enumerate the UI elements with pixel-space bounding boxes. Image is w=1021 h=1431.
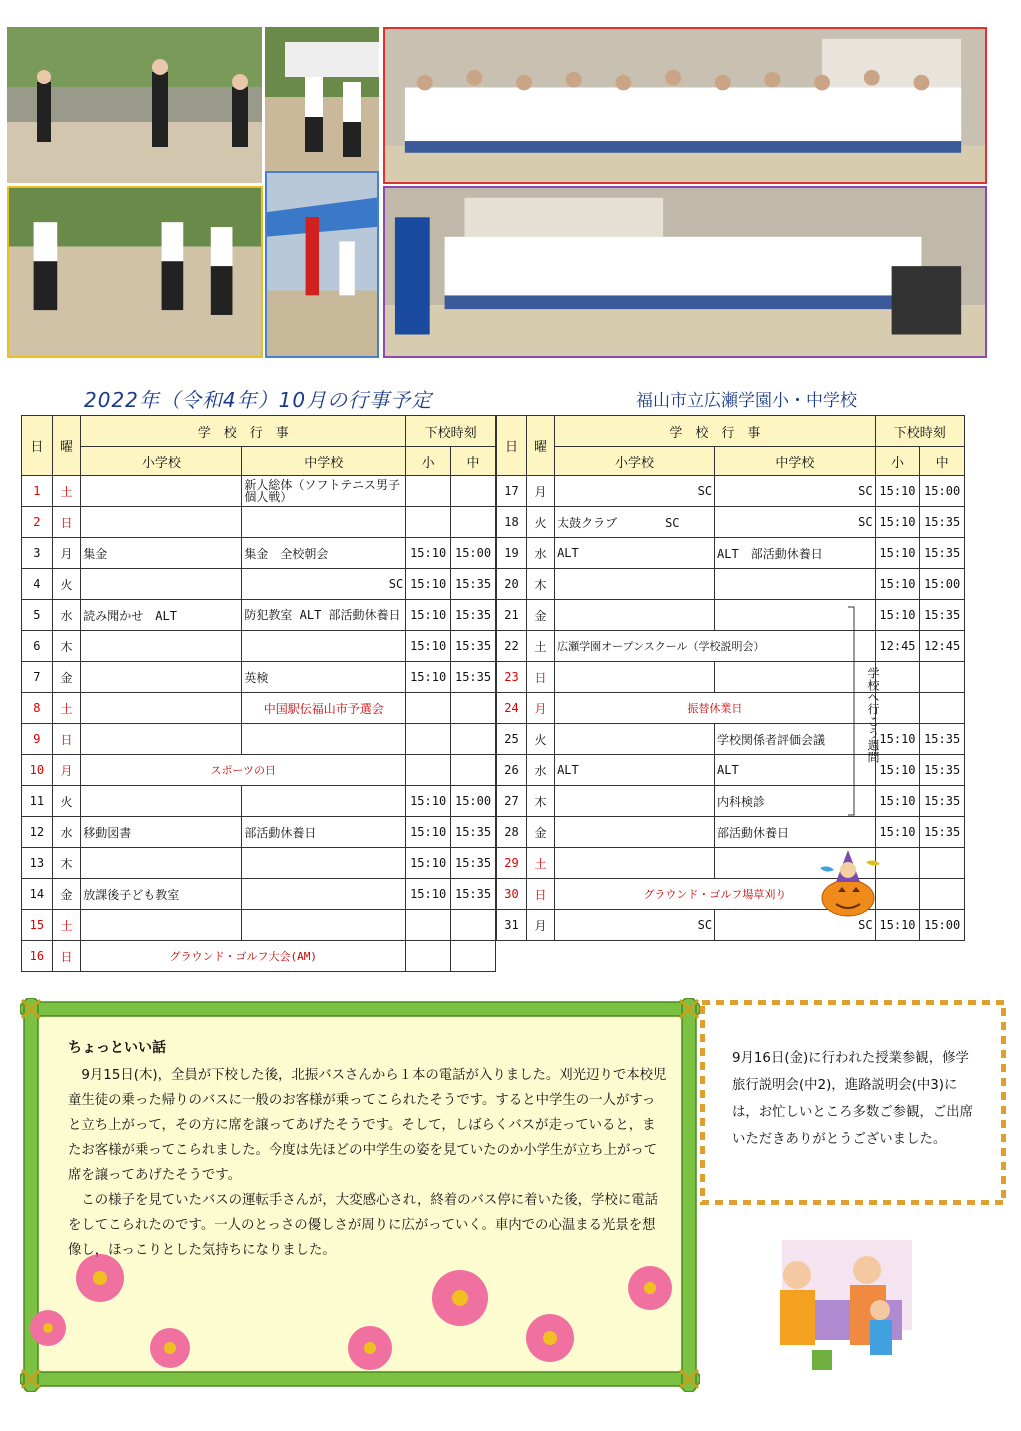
- junior-time-cell: 15:35: [920, 755, 965, 786]
- event-span-cell: グラウンド・ゴルフ場草刈り: [555, 879, 876, 910]
- junior-time-cell: 15:00: [451, 786, 496, 817]
- weekday-cell: 火: [527, 724, 555, 755]
- weekday-cell: 木: [52, 848, 81, 879]
- header-junior: 中学校: [715, 447, 876, 476]
- event-span-cell: グラウンド・ゴルフ大会(AM): [81, 941, 406, 972]
- elementary-event-cell: [81, 848, 242, 879]
- day-cell: 28: [497, 817, 527, 848]
- elementary-time-cell: 15:10: [875, 507, 920, 538]
- junior-time-cell: 15:35: [451, 848, 496, 879]
- elementary-event-cell: [81, 662, 242, 693]
- junior-event-cell: [242, 910, 406, 941]
- weekday-cell: 金: [52, 662, 81, 693]
- elementary-time-cell: [406, 724, 451, 755]
- junior-time-cell: [451, 910, 496, 941]
- header-day: 日: [22, 416, 53, 476]
- weekday-cell: 金: [52, 879, 81, 910]
- junior-time-cell: 15:35: [920, 538, 965, 569]
- race-photo: [265, 27, 379, 183]
- elementary-time-cell: 15:10: [406, 817, 451, 848]
- day-cell: 11: [22, 786, 53, 817]
- junior-event-cell: 集金 全校朝会: [242, 538, 406, 569]
- weekday-cell: 日: [52, 507, 81, 538]
- day-cell: 24: [497, 693, 527, 724]
- schedule-row: [22, 848, 496, 879]
- weekday-cell: 木: [52, 631, 81, 662]
- elementary-time-cell: [406, 941, 451, 972]
- schedule-row: [497, 910, 965, 941]
- junior-time-cell: 15:35: [451, 569, 496, 600]
- weekday-cell: 金: [527, 600, 555, 631]
- day-cell: 9: [22, 724, 53, 755]
- junior-event-cell: [242, 879, 406, 910]
- junior-time-cell: 15:35: [451, 817, 496, 848]
- day-cell: 8: [22, 693, 53, 724]
- day-cell: 23: [497, 662, 527, 693]
- weekday-cell: 火: [527, 507, 555, 538]
- elementary-time-cell: 15:10: [406, 569, 451, 600]
- weekday-cell: 土: [527, 848, 555, 879]
- elementary-event-cell: 移動図書: [81, 817, 242, 848]
- weekday-cell: 月: [52, 755, 81, 786]
- day-cell: 19: [497, 538, 527, 569]
- elementary-time-cell: [406, 693, 451, 724]
- junior-event-cell: SC: [715, 476, 876, 507]
- junior-time-cell: 15:35: [451, 631, 496, 662]
- weekday-cell: 木: [527, 786, 555, 817]
- elementary-time-cell: 15:10: [406, 600, 451, 631]
- junior-event-cell: 部活動休養日: [715, 817, 876, 848]
- header-weekday: 曜: [527, 416, 555, 476]
- junior-time-cell: [451, 755, 496, 786]
- elementary-event-cell: [555, 600, 715, 631]
- header-weekday: 曜: [52, 416, 81, 476]
- pumpkin-icon: [808, 840, 888, 920]
- day-cell: 14: [22, 879, 53, 910]
- elementary-time-cell: 15:10: [875, 755, 920, 786]
- junior-time-cell: 15:00: [920, 476, 965, 507]
- schedule-row: [22, 755, 496, 786]
- junior-time-cell: 15:00: [920, 569, 965, 600]
- schedule-table-right: [496, 415, 965, 941]
- event-span-cell: スポーツの日: [81, 755, 406, 786]
- weekday-cell: 月: [527, 910, 555, 941]
- schedule-row: [22, 941, 496, 972]
- junior-time-cell: [451, 507, 496, 538]
- day-cell: 29: [497, 848, 527, 879]
- junior-time-cell: 15:35: [920, 786, 965, 817]
- header-j-time: 中: [920, 447, 965, 476]
- elementary-event-cell: 太鼓クラブ SC: [555, 507, 715, 538]
- day-cell: 12: [22, 817, 53, 848]
- elementary-event-cell: SC: [555, 910, 715, 941]
- junior-time-cell: 15:35: [920, 507, 965, 538]
- story-paragraph-2: この様子を見ていたバスの運転手さんが，大変感心され，終着のバス停に着いた後，学校に電話をしてこられたのです。一人のとっさの優しさが周りに広がっていく。車内での心温まる光景を想像し，ほっこりとした気持ちになりました。: [68, 1193, 658, 1258]
- junior-event-cell: [715, 569, 876, 600]
- vertical-week-note: 学校へ行こう週間: [866, 667, 880, 763]
- weekday-cell: 日: [527, 662, 555, 693]
- junior-time-cell: [920, 848, 965, 879]
- day-cell: 6: [22, 631, 53, 662]
- family-illustration: [762, 1230, 912, 1395]
- event-span-cell: 広瀬学園オープンスクール（学校説明会）: [555, 631, 876, 662]
- schedule-row: [22, 786, 496, 817]
- header-elementary: 小学校: [555, 447, 715, 476]
- elementary-event-cell: [555, 662, 715, 693]
- schedule-row: [497, 662, 965, 693]
- day-cell: 27: [497, 786, 527, 817]
- day-cell: 16: [22, 941, 53, 972]
- schedule-row: [22, 910, 496, 941]
- story-heading: ちょっといい話: [68, 1040, 166, 1056]
- junior-time-cell: [920, 879, 965, 910]
- elementary-time-cell: 12:45: [875, 631, 920, 662]
- junior-event-cell: SC: [715, 507, 876, 538]
- day-cell: 17: [497, 476, 527, 507]
- schedule-row: [497, 538, 965, 569]
- day-cell: 26: [497, 755, 527, 786]
- elementary-event-cell: [81, 693, 242, 724]
- junior-time-cell: 15:35: [920, 724, 965, 755]
- schedule-table-left: [21, 415, 496, 972]
- junior-time-cell: [451, 941, 496, 972]
- weekday-cell: 火: [52, 786, 81, 817]
- week-bracket: [846, 605, 860, 817]
- day-cell: 31: [497, 910, 527, 941]
- junior-event-cell: SC: [242, 569, 406, 600]
- header-junior: 中学校: [242, 447, 406, 476]
- elementary-event-cell: ALT: [555, 538, 715, 569]
- elementary-time-cell: 15:10: [875, 817, 920, 848]
- junior-time-cell: 15:35: [451, 662, 496, 693]
- thanks-note: 9月16日(金)に行われた授業参観，修学旅行説明会(中2)，進路説明会(中3)には，お忙しいところ多数ご参観，ご出席いただきありがとうございました。: [732, 1051, 974, 1147]
- elementary-time-cell: 15:10: [406, 879, 451, 910]
- weekday-cell: 木: [527, 569, 555, 600]
- elementary-time-cell: [875, 662, 920, 693]
- junior-time-cell: 15:00: [920, 910, 965, 941]
- weekday-cell: 日: [52, 724, 81, 755]
- junior-event-cell: 新人総体（ソフトテニス男子個人戦）: [242, 476, 406, 507]
- junior-time-cell: [920, 662, 965, 693]
- day-cell: 7: [22, 662, 53, 693]
- header-j-time: 中: [451, 447, 496, 476]
- class-group-photo-2: [383, 186, 987, 358]
- schedule-row: [22, 538, 496, 569]
- story-paragraph-1: 9月15日(木)，全員が下校した後，北振バスさんから１本の電話が入りました。刈光辺りで本校児童生徒の乗った帰りのバスに一般のお客様が乗ってこられたそうです。すると中学生の一人がすっと立ち上がって，その方に席を譲ってあげたそうです。そして，しばらくバスが走っていると，またお客様が乗ってこられました。今度は先ほどの中学生の姿を見ていたのか小学生が立ち上がって席を譲ってあげたそうです。: [68, 1068, 667, 1183]
- schedule-row: [497, 693, 965, 724]
- elementary-event-cell: [81, 569, 242, 600]
- day-cell: 4: [22, 569, 53, 600]
- junior-event-cell: 中国駅伝福山市予選会: [242, 693, 406, 724]
- schedule-row: [497, 848, 965, 879]
- elementary-time-cell: [406, 476, 451, 507]
- elementary-time-cell: 15:10: [875, 910, 920, 941]
- schedule-row: [22, 476, 496, 507]
- weekday-cell: 月: [527, 693, 555, 724]
- weekday-cell: 日: [52, 941, 81, 972]
- day-cell: 30: [497, 879, 527, 910]
- junior-time-cell: 15:00: [451, 538, 496, 569]
- elementary-time-cell: 15:10: [875, 476, 920, 507]
- junior-time-cell: [920, 693, 965, 724]
- junior-event-cell: ALT: [715, 755, 876, 786]
- schedule-row: [497, 755, 965, 786]
- schedule-row: [22, 693, 496, 724]
- junior-event-cell: 内科検診: [715, 786, 876, 817]
- header-e-time: 小: [875, 447, 920, 476]
- schedule-row: [22, 662, 496, 693]
- header-e-time: 小: [406, 447, 451, 476]
- junior-event-cell: 防犯教室 ALT 部活動休養日: [242, 600, 406, 631]
- elementary-event-cell: [555, 848, 715, 879]
- story-panel: [20, 998, 700, 1392]
- weekday-cell: 金: [527, 817, 555, 848]
- elementary-time-cell: 15:10: [406, 786, 451, 817]
- elementary-time-cell: [406, 910, 451, 941]
- class-group-photo-1: [383, 27, 987, 184]
- day-cell: 18: [497, 507, 527, 538]
- day-cell: 10: [22, 755, 53, 786]
- schedule-row: [22, 817, 496, 848]
- junior-event-cell: [242, 507, 406, 538]
- day-cell: 21: [497, 600, 527, 631]
- weekday-cell: 日: [527, 879, 555, 910]
- elementary-event-cell: 放課後子ども教室: [81, 879, 242, 910]
- elementary-time-cell: 15:10: [875, 538, 920, 569]
- day-cell: 5: [22, 600, 53, 631]
- header-events: 学 校 行 事: [81, 416, 406, 447]
- weekday-cell: 土: [52, 476, 81, 507]
- header-dismissal: 下校時刻: [875, 416, 964, 447]
- junior-event-cell: [242, 786, 406, 817]
- weekday-cell: 水: [52, 817, 81, 848]
- schedule-row: [22, 569, 496, 600]
- junior-time-cell: 15:35: [451, 600, 496, 631]
- elementary-event-cell: [81, 631, 242, 662]
- junior-time-cell: 15:35: [920, 600, 965, 631]
- schedule-row: [22, 507, 496, 538]
- elementary-time-cell: 15:10: [406, 538, 451, 569]
- schedule-row: [497, 507, 965, 538]
- weekday-cell: 土: [52, 693, 81, 724]
- elementary-time-cell: 15:10: [875, 600, 920, 631]
- junior-event-cell: [242, 724, 406, 755]
- schedule-row: [22, 879, 496, 910]
- tent-photo: [265, 171, 379, 358]
- elementary-event-cell: ALT: [555, 755, 715, 786]
- schedule-row: [22, 600, 496, 631]
- junior-event-cell: 学校関係者評価会議: [715, 724, 876, 755]
- elementary-time-cell: [406, 755, 451, 786]
- junior-event-cell: [242, 848, 406, 879]
- schedule-row: [497, 600, 965, 631]
- day-cell: 25: [497, 724, 527, 755]
- schedule-row: [22, 724, 496, 755]
- schedule-row: [497, 817, 965, 848]
- weekday-cell: 月: [52, 538, 81, 569]
- junior-event-cell: SC: [715, 910, 876, 941]
- elementary-event-cell: [555, 724, 715, 755]
- day-cell: 20: [497, 569, 527, 600]
- dance-group-photo: [7, 27, 262, 183]
- elementary-event-cell: SC: [555, 476, 715, 507]
- elementary-time-cell: 15:10: [875, 569, 920, 600]
- weekday-cell: 水: [52, 600, 81, 631]
- junior-event-cell: 部活動休養日: [242, 817, 406, 848]
- elementary-time-cell: 15:10: [406, 662, 451, 693]
- elementary-time-cell: 15:10: [875, 724, 920, 755]
- junior-event-cell: 英検: [242, 662, 406, 693]
- elementary-event-cell: [81, 476, 242, 507]
- elementary-event-cell: [555, 786, 715, 817]
- schedule-row: [497, 476, 965, 507]
- page-title: 2022年（令和4年）10月の行事予定: [84, 388, 433, 412]
- day-cell: 1: [22, 476, 53, 507]
- junior-event-cell: ALT 部活動休養日: [715, 538, 876, 569]
- elementary-event-cell: [81, 507, 242, 538]
- day-cell: 22: [497, 631, 527, 662]
- junior-time-cell: [451, 476, 496, 507]
- weekday-cell: 水: [527, 538, 555, 569]
- schedule-row: [497, 569, 965, 600]
- elementary-event-cell: [81, 786, 242, 817]
- weekday-cell: 火: [52, 569, 81, 600]
- day-cell: 15: [22, 910, 53, 941]
- elementary-event-cell: [555, 817, 715, 848]
- junior-event-cell: [242, 631, 406, 662]
- weekday-cell: 月: [527, 476, 555, 507]
- day-cell: 2: [22, 507, 53, 538]
- header-events: 学 校 行 事: [555, 416, 876, 447]
- schedule-row: [497, 879, 965, 910]
- weekday-cell: 水: [527, 755, 555, 786]
- header-day: 日: [497, 416, 527, 476]
- day-cell: 13: [22, 848, 53, 879]
- schedule-row: [22, 631, 496, 662]
- junior-time-cell: [451, 693, 496, 724]
- day-cell: 3: [22, 538, 53, 569]
- dance-pair-photo: [7, 186, 263, 358]
- elementary-time-cell: [406, 507, 451, 538]
- schedule-row: [497, 724, 965, 755]
- schedule-row: [497, 631, 965, 662]
- event-span-cell: 振替休業日: [555, 693, 876, 724]
- weekday-cell: 土: [527, 631, 555, 662]
- junior-time-cell: 15:35: [451, 879, 496, 910]
- elementary-time-cell: [875, 693, 920, 724]
- elementary-event-cell: [555, 569, 715, 600]
- header-dismissal: 下校時刻: [406, 416, 496, 447]
- elementary-event-cell: 集金: [81, 538, 242, 569]
- elementary-event-cell: [81, 910, 242, 941]
- junior-time-cell: 12:45: [920, 631, 965, 662]
- elementary-time-cell: 15:10: [406, 631, 451, 662]
- elementary-event-cell: 読み聞かせ ALT: [81, 600, 242, 631]
- elementary-time-cell: 15:10: [875, 786, 920, 817]
- schedule-row: [497, 786, 965, 817]
- weekday-cell: 土: [52, 910, 81, 941]
- school-name: 福山市立広瀬学園小・中学校: [636, 391, 857, 411]
- junior-time-cell: [451, 724, 496, 755]
- header-elementary: 小学校: [81, 447, 242, 476]
- story-text: [68, 1036, 668, 1263]
- elementary-time-cell: 15:10: [406, 848, 451, 879]
- junior-time-cell: 15:35: [920, 817, 965, 848]
- elementary-event-cell: [81, 724, 242, 755]
